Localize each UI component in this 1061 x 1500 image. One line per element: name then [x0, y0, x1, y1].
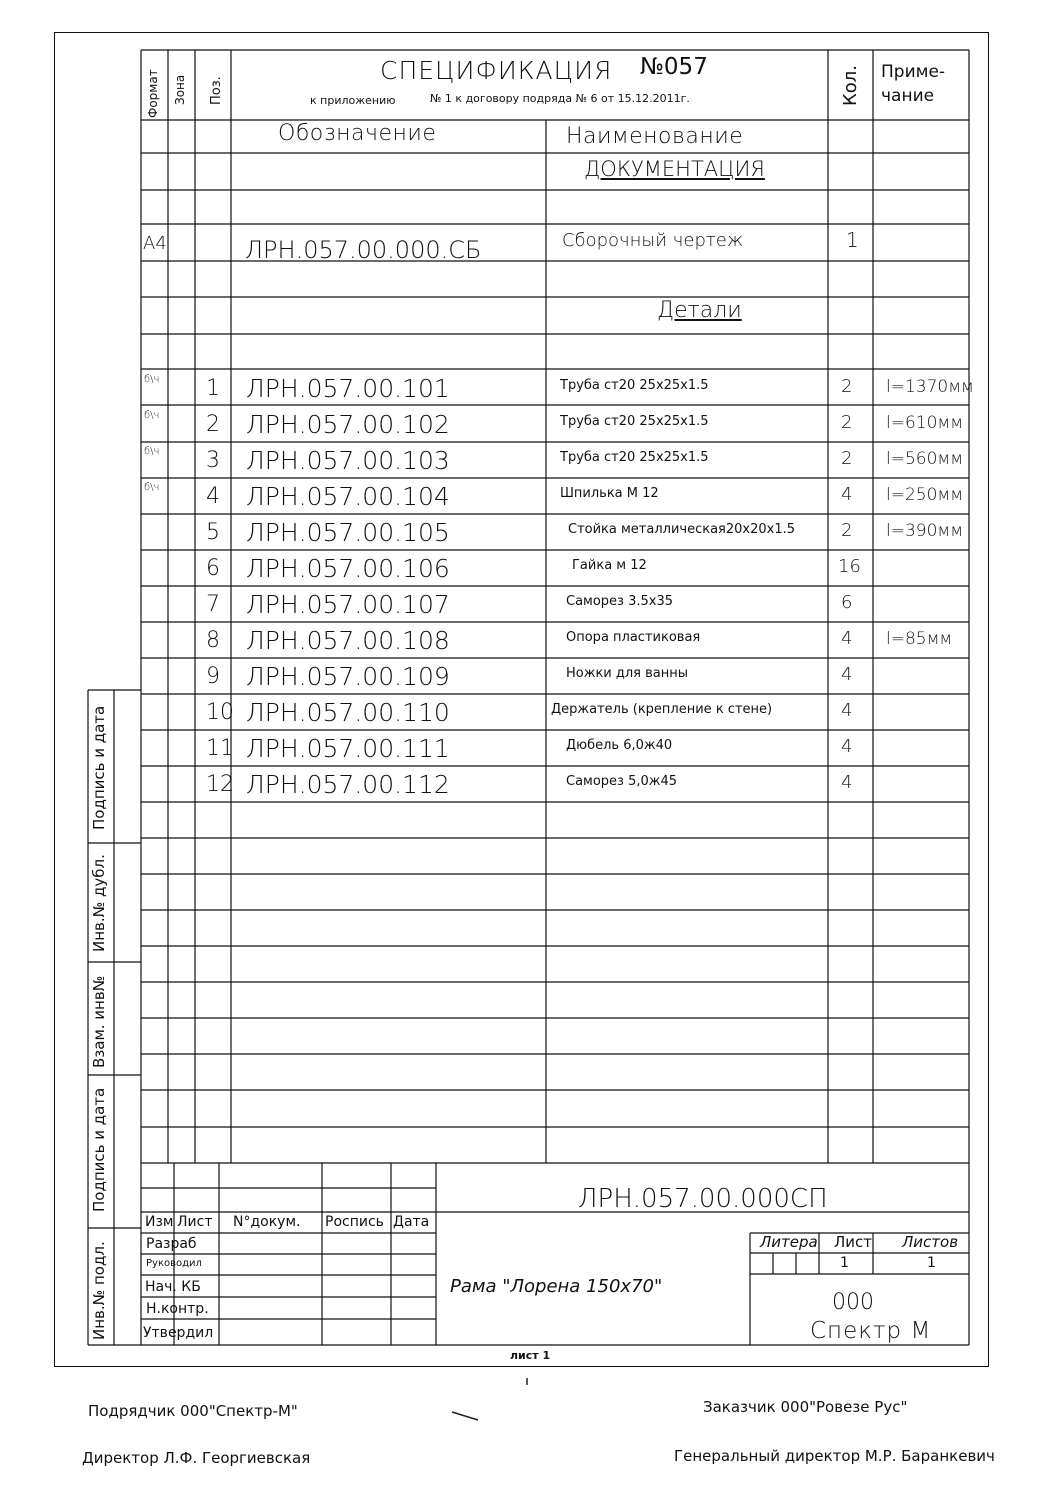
item-designation: ЛРН.057.00.112	[246, 770, 450, 799]
side-stamp-sign-date-2: Подпись и дата	[90, 1087, 108, 1212]
item-pos: 8	[206, 628, 220, 653]
tb-litera: Литера	[760, 1233, 818, 1251]
doc-code: ЛРН.057.00.000СП	[578, 1184, 828, 1214]
item-designation: ЛРН.057.00.111	[246, 734, 450, 763]
tb-sheet-value: 1	[840, 1255, 849, 1271]
item-name: Ножки для ванны	[566, 666, 689, 681]
page-title: СПЕЦИФИКАЦИЯ	[380, 56, 613, 85]
doc-format: А4	[143, 233, 167, 254]
item-pos: 1	[206, 376, 220, 401]
doc-qty: 1	[846, 228, 859, 252]
item-qty: 16	[838, 556, 861, 577]
item-name: Опора пластиковая	[566, 630, 701, 645]
side-stamp-inv-dubl: Инв.№ дубл.	[90, 854, 108, 952]
item-pos: 2	[206, 412, 220, 437]
item-format: б\ч	[144, 482, 160, 493]
col-note-header-1: Приме-	[881, 62, 946, 82]
item-note: l=390мм	[886, 521, 964, 541]
item-pos: 11	[206, 736, 234, 761]
tb-col-docnum: N°докум.	[233, 1214, 301, 1230]
col-zone-header: Зона	[173, 74, 187, 105]
section-documentation: ДОКУМЕНТАЦИЯ	[584, 157, 765, 181]
item-name: Саморез 5,0ж45	[566, 774, 678, 789]
role-n-kontr: Н.контр.	[146, 1301, 209, 1317]
side-stamp-sign-date-1: Подпись и дата	[90, 705, 108, 830]
role-utverdil: Утвердил	[143, 1325, 214, 1341]
item-name: Стойка металлическая20х20х1.5	[568, 522, 796, 537]
tb-col-list: Лист	[177, 1214, 213, 1230]
tb-sheets-value: 1	[927, 1255, 936, 1271]
item-designation: ЛРН.057.00.107	[246, 590, 450, 619]
org-name-2: Спектр М	[810, 1318, 932, 1344]
item-designation: ЛРН.057.00.110	[246, 698, 450, 727]
item-qty: 4	[841, 664, 853, 685]
item-qty: 2	[841, 520, 853, 541]
item-name: Держатель (крепление к стене)	[551, 702, 773, 717]
col-qty-header: Кол.	[840, 64, 861, 106]
item-name: Труба ст20 25х25х1.5	[560, 378, 709, 393]
col-format-header: Формат	[146, 69, 160, 118]
tb-col-sign: Роспись	[325, 1214, 384, 1230]
item-pos: 10	[206, 700, 234, 725]
item-qty: 2	[841, 412, 853, 433]
item-pos: 5	[206, 520, 220, 545]
side-stamp-inv-podl: Инв.№ подл.	[90, 1241, 108, 1340]
item-qty: 4	[841, 736, 853, 757]
item-name: Труба ст20 25х25х1.5	[560, 414, 709, 429]
item-designation: ЛРН.057.00.102	[246, 410, 450, 439]
doc-name: Сборочный чертеж	[562, 230, 744, 251]
col-name-header: Наименование	[566, 124, 744, 149]
item-designation: ЛРН.057.00.103	[246, 446, 450, 475]
role-nach-kb: Нач. КБ	[145, 1279, 201, 1295]
item-format: б\ч	[144, 410, 160, 421]
item-pos: 7	[206, 592, 220, 617]
product-name: Рама "Лорена 150х70"	[450, 1276, 663, 1297]
item-pos: 3	[206, 448, 220, 473]
item-designation: ЛРН.057.00.108	[246, 626, 450, 655]
item-designation: ЛРН.057.00.101	[246, 374, 450, 403]
item-qty: 6	[841, 592, 853, 613]
role-razrab: Разраб	[146, 1236, 197, 1252]
item-note: l=1370мм	[886, 377, 974, 397]
item-qty: 4	[841, 484, 853, 505]
footer-director: Директор Л.Ф. Георгиевская	[82, 1449, 311, 1467]
item-name: Гайка м 12	[572, 558, 647, 573]
role-rukovodil: Руководил	[146, 1258, 202, 1269]
item-designation: ЛРН.057.00.105	[246, 518, 450, 547]
subtitle: № 1 к договору подряда № 6 от 15.12.2011г.	[430, 92, 690, 105]
footer-customer: Заказчик 000"Ровезе Рус"	[703, 1398, 908, 1416]
page-label: лист 1	[510, 1349, 551, 1362]
side-stamp-vzam-inv: Взам. инв№	[90, 975, 108, 1068]
item-note: l=610мм	[886, 413, 964, 433]
item-pos: 6	[206, 556, 220, 581]
item-designation: ЛРН.057.00.104	[246, 482, 450, 511]
item-note: l=560мм	[886, 449, 964, 469]
item-format: б\ч	[144, 446, 160, 457]
item-qty: 4	[841, 772, 853, 793]
tb-col-date: Дата	[393, 1214, 430, 1230]
item-note: l=250мм	[886, 485, 964, 505]
footer-gen-director: Генеральный директор М.Р. Баранкевич	[674, 1447, 995, 1465]
footer-contractor: Подрядчик 000"Спектр-М"	[88, 1402, 298, 1420]
subtitle-prefix: к приложению	[310, 94, 396, 107]
item-pos: 4	[206, 484, 220, 509]
item-qty: 4	[841, 628, 853, 649]
item-designation: ЛРН.057.00.109	[246, 662, 450, 691]
item-qty: 4	[841, 700, 853, 721]
item-qty: 2	[841, 376, 853, 397]
item-format: б\ч	[144, 374, 160, 385]
item-designation: ЛРН.057.00.106	[246, 554, 450, 583]
tb-col-izm: Изм	[145, 1214, 174, 1230]
item-pos: 9	[206, 664, 220, 689]
item-qty: 2	[841, 448, 853, 469]
item-name: Саморез 3.5х35	[566, 594, 674, 609]
col-pos-header: Поз.	[209, 76, 224, 105]
tb-sheet: Лист	[834, 1233, 873, 1251]
item-name: Дюбель 6,0ж40	[566, 738, 673, 753]
doc-designation: ЛРН.057.00.000.СБ	[245, 236, 482, 264]
spec-number: №057	[640, 54, 708, 80]
col-note-header-2: чание	[881, 86, 935, 106]
col-designation-header: Обозначение	[278, 121, 437, 146]
item-name: Шпилька М 12	[560, 486, 659, 501]
item-pos: 12	[206, 772, 234, 797]
org-name-1: 000	[832, 1290, 874, 1315]
item-name: Труба ст20 25х25х1.5	[560, 450, 709, 465]
tb-sheets: Листов	[902, 1233, 959, 1251]
item-note: l=85мм	[886, 629, 953, 649]
section-details: Детали	[657, 298, 742, 323]
